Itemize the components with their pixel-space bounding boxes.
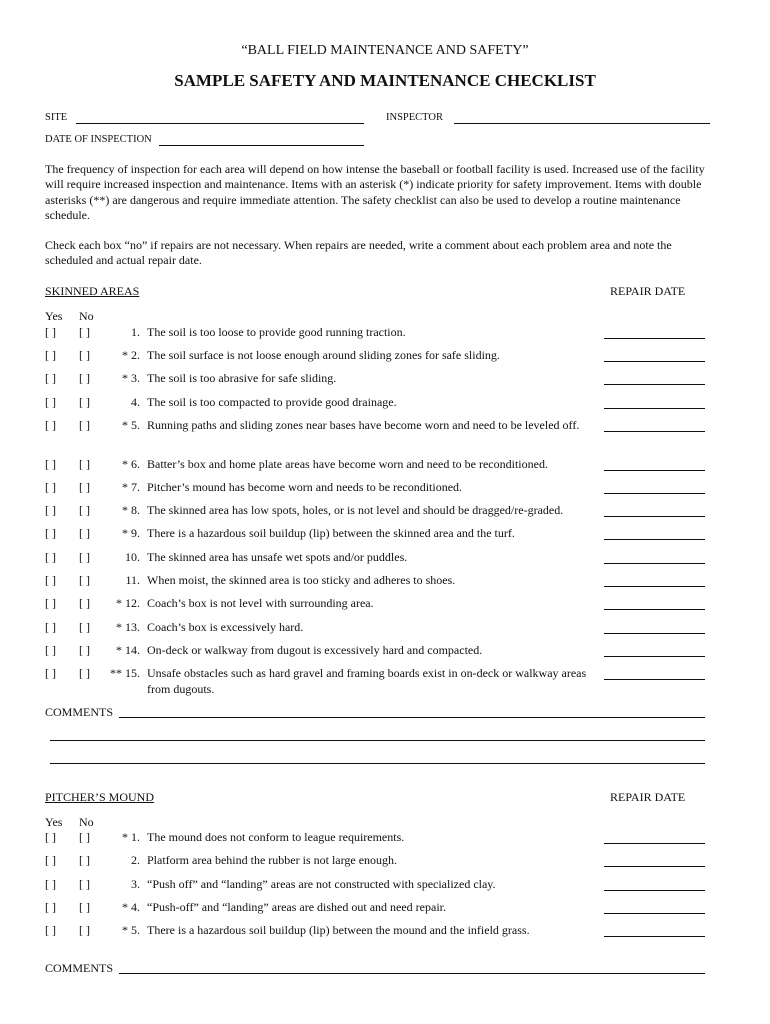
item-text: Platform area behind the rubber is not large enough. bbox=[147, 853, 398, 867]
repair-date-field[interactable] bbox=[604, 516, 705, 517]
item-text: Running paths and sliding zones near bases have become worn and need to be leveled off. bbox=[147, 418, 580, 432]
checkbox-no[interactable]: [ ] bbox=[79, 457, 90, 471]
repair-date-field[interactable] bbox=[604, 361, 705, 362]
item-number: * 6. bbox=[122, 457, 140, 471]
checkbox-yes[interactable]: [ ] bbox=[45, 503, 56, 517]
checkbox-yes[interactable]: [ ] bbox=[45, 853, 56, 867]
item-text: The skinned area has low spots, holes, or is not level and should be dragged/re-graded. bbox=[147, 503, 564, 517]
checkbox-yes[interactable]: [ ] bbox=[45, 395, 56, 409]
item-number: 2. bbox=[131, 853, 140, 867]
repair-date-field[interactable] bbox=[604, 656, 705, 657]
repair-date-field[interactable] bbox=[604, 936, 705, 937]
item-number: * 13. bbox=[116, 620, 140, 634]
checkbox-yes[interactable]: [ ] bbox=[45, 418, 56, 432]
item-number: * 1. bbox=[122, 830, 140, 844]
item-number: * 5. bbox=[122, 923, 140, 937]
checkbox-no[interactable]: [ ] bbox=[79, 395, 90, 409]
skinned-repair-date-header: REPAIR DATE bbox=[610, 284, 686, 298]
repair-date-field[interactable] bbox=[604, 338, 705, 339]
repair-date-field[interactable] bbox=[604, 539, 705, 540]
item-number: 11. bbox=[125, 573, 140, 587]
item-number: 4. bbox=[131, 395, 140, 409]
item-number: 3. bbox=[131, 877, 140, 891]
pitchers-mound-heading: PITCHER’S MOUND bbox=[45, 790, 155, 804]
mound-yes-header: Yes bbox=[45, 815, 63, 829]
item-text: The soil surface is not loose enough around sliding zones for safe sliding. bbox=[147, 348, 500, 362]
skinned-comments-line-1[interactable] bbox=[119, 717, 705, 718]
checkbox-yes[interactable]: [ ] bbox=[45, 371, 56, 385]
item-text: When moist, the skinned area is too sticky and adheres to shoes. bbox=[147, 573, 456, 587]
intro-paragraph-1: The frequency of inspection for each area will depend on how intense the baseball or football facility is used. Increased use of the facility will require increased inspection and maintenance. Items with an asterisk (*) indicate priority for safety improvement. Items with double asterisks (**) are dangerous and require immediate attention. The safety checklist can also be used to develop a routine maintenance schedule. bbox=[45, 162, 705, 222]
item-text: On-deck or walkway from dugout is excessively hard and compacted. bbox=[147, 643, 483, 657]
checkbox-no[interactable]: [ ] bbox=[79, 503, 90, 517]
checkbox-no[interactable]: [ ] bbox=[79, 325, 90, 339]
item-text: The skinned area has unsafe wet spots and/or puddles. bbox=[147, 550, 408, 564]
repair-date-field[interactable] bbox=[604, 866, 705, 867]
checkbox-yes[interactable]: [ ] bbox=[45, 620, 56, 634]
repair-date-field[interactable] bbox=[604, 384, 705, 385]
checkbox-yes[interactable]: [ ] bbox=[45, 830, 56, 844]
checkbox-no[interactable]: [ ] bbox=[79, 526, 90, 540]
item-text: The soil is too loose to provide good running traction. bbox=[147, 325, 406, 339]
item-text: The mound does not conform to league requirements. bbox=[147, 830, 405, 844]
repair-date-field[interactable] bbox=[604, 609, 705, 610]
item-text: Coach’s box is excessively hard. bbox=[147, 620, 304, 634]
item-number: * 9. bbox=[122, 526, 140, 540]
skinned-areas-heading: SKINNED AREAS bbox=[45, 284, 140, 298]
repair-date-field[interactable] bbox=[604, 493, 705, 494]
repair-date-field[interactable] bbox=[604, 633, 705, 634]
document-subtitle: “BALL FIELD MAINTENANCE AND SAFETY” bbox=[241, 43, 529, 58]
repair-date-field[interactable] bbox=[604, 843, 705, 844]
item-number: * 3. bbox=[122, 371, 140, 385]
repair-date-field[interactable] bbox=[604, 470, 705, 471]
item-text: There is a hazardous soil buildup (lip) between the mound and the infield grass. bbox=[147, 923, 530, 937]
checkbox-yes[interactable]: [ ] bbox=[45, 457, 56, 471]
document-title: SAMPLE SAFETY AND MAINTENANCE CHECKLIST bbox=[174, 71, 596, 90]
skinned-comments-line-3[interactable] bbox=[50, 763, 705, 764]
mound-comments-label: COMMENTS bbox=[45, 961, 114, 975]
item-text: Coach’s box is not level with surrounding area. bbox=[147, 596, 374, 610]
checkbox-no[interactable]: [ ] bbox=[79, 418, 90, 432]
item-text: Batter’s box and home plate areas have become worn and need to be reconditioned. bbox=[147, 457, 548, 471]
skinned-comments-line-2[interactable] bbox=[50, 740, 705, 741]
mound-repair-date-header: REPAIR DATE bbox=[610, 790, 686, 804]
item-number: * 14. bbox=[116, 643, 140, 657]
item-text: The soil is too compacted to provide good drainage. bbox=[147, 395, 397, 409]
item-number: * 12. bbox=[116, 596, 140, 610]
item-text: Unsafe obstacles such as hard gravel and framing boards exist in on-deck or walkway areas from dugouts. bbox=[147, 666, 587, 696]
repair-date-field[interactable] bbox=[604, 408, 705, 409]
item-text: “Push off” and “landing” areas are not constructed with specialized clay. bbox=[147, 877, 496, 891]
site-field[interactable] bbox=[76, 123, 364, 124]
item-number: 10. bbox=[125, 550, 140, 564]
repair-date-field[interactable] bbox=[604, 431, 705, 432]
item-number: * 5. bbox=[122, 418, 140, 432]
item-number: 1. bbox=[131, 325, 140, 339]
item-number: * 8. bbox=[122, 503, 140, 517]
item-text: “Push-off” and “landing” areas are dished out and need repair. bbox=[147, 900, 446, 914]
item-number: ** 15. bbox=[110, 666, 140, 680]
intro-paragraph-2: Check each box “no” if repairs are not necessary. When repairs are needed, write a comment about each problem area and note the scheduled and actual repair date. bbox=[45, 238, 672, 268]
skinned-no-header: No bbox=[79, 309, 94, 323]
checkbox-yes[interactable]: [ ] bbox=[45, 596, 56, 610]
checkbox-yes[interactable]: [ ] bbox=[45, 325, 56, 339]
repair-date-field[interactable] bbox=[604, 913, 705, 914]
checkbox-no[interactable]: [ ] bbox=[79, 620, 90, 634]
checkbox-no[interactable]: [ ] bbox=[79, 923, 90, 937]
repair-date-field[interactable] bbox=[604, 563, 705, 564]
mound-comments-line-1[interactable] bbox=[119, 973, 705, 974]
checkbox-yes[interactable]: [ ] bbox=[45, 348, 56, 362]
checkbox-no[interactable]: [ ] bbox=[79, 666, 90, 680]
checkbox-yes[interactable]: [ ] bbox=[45, 643, 56, 657]
item-number: * 4. bbox=[122, 900, 140, 914]
checkbox-no[interactable]: [ ] bbox=[79, 643, 90, 657]
inspector-label: INSPECTOR bbox=[386, 112, 443, 123]
repair-date-field[interactable] bbox=[604, 679, 705, 680]
checkbox-yes[interactable]: [ ] bbox=[45, 573, 56, 587]
checkbox-no[interactable]: [ ] bbox=[79, 853, 90, 867]
skinned-comments-label: COMMENTS bbox=[45, 705, 114, 719]
checkbox-no[interactable]: [ ] bbox=[79, 596, 90, 610]
checkbox-yes[interactable]: [ ] bbox=[45, 877, 56, 891]
item-text: The soil is too abrasive for safe sliding. bbox=[147, 371, 337, 385]
inspector-field[interactable] bbox=[454, 123, 710, 124]
checkbox-no[interactable]: [ ] bbox=[79, 550, 90, 564]
checkbox-yes[interactable]: [ ] bbox=[45, 526, 56, 540]
checkbox-yes[interactable]: [ ] bbox=[45, 666, 56, 680]
item-number: * 7. bbox=[122, 480, 140, 494]
date-of-inspection-field[interactable] bbox=[159, 145, 364, 146]
item-number: * 2. bbox=[122, 348, 140, 362]
mound-no-header: No bbox=[79, 815, 94, 829]
checkbox-no[interactable]: [ ] bbox=[79, 480, 90, 494]
skinned-yes-header: Yes bbox=[45, 309, 63, 323]
item-text: There is a hazardous soil buildup (lip) between the skinned area and the turf. bbox=[147, 526, 515, 540]
item-text: Pitcher’s mound has become worn and needs to be reconditioned. bbox=[147, 480, 463, 494]
checkbox-no[interactable]: [ ] bbox=[79, 371, 90, 385]
checkbox-no[interactable]: [ ] bbox=[79, 348, 90, 362]
checkbox-yes[interactable]: [ ] bbox=[45, 480, 56, 494]
checkbox-yes[interactable]: [ ] bbox=[45, 550, 56, 564]
checkbox-yes[interactable]: [ ] bbox=[45, 923, 56, 937]
repair-date-field[interactable] bbox=[604, 890, 705, 891]
checkbox-no[interactable]: [ ] bbox=[79, 877, 90, 891]
date-of-inspection-label: DATE OF INSPECTION bbox=[45, 134, 152, 145]
checkbox-yes[interactable]: [ ] bbox=[45, 900, 56, 914]
checkbox-no[interactable]: [ ] bbox=[79, 900, 90, 914]
checkbox-no[interactable]: [ ] bbox=[79, 830, 90, 844]
checkbox-no[interactable]: [ ] bbox=[79, 573, 90, 587]
site-label: SITE bbox=[45, 112, 68, 123]
repair-date-field[interactable] bbox=[604, 586, 705, 587]
